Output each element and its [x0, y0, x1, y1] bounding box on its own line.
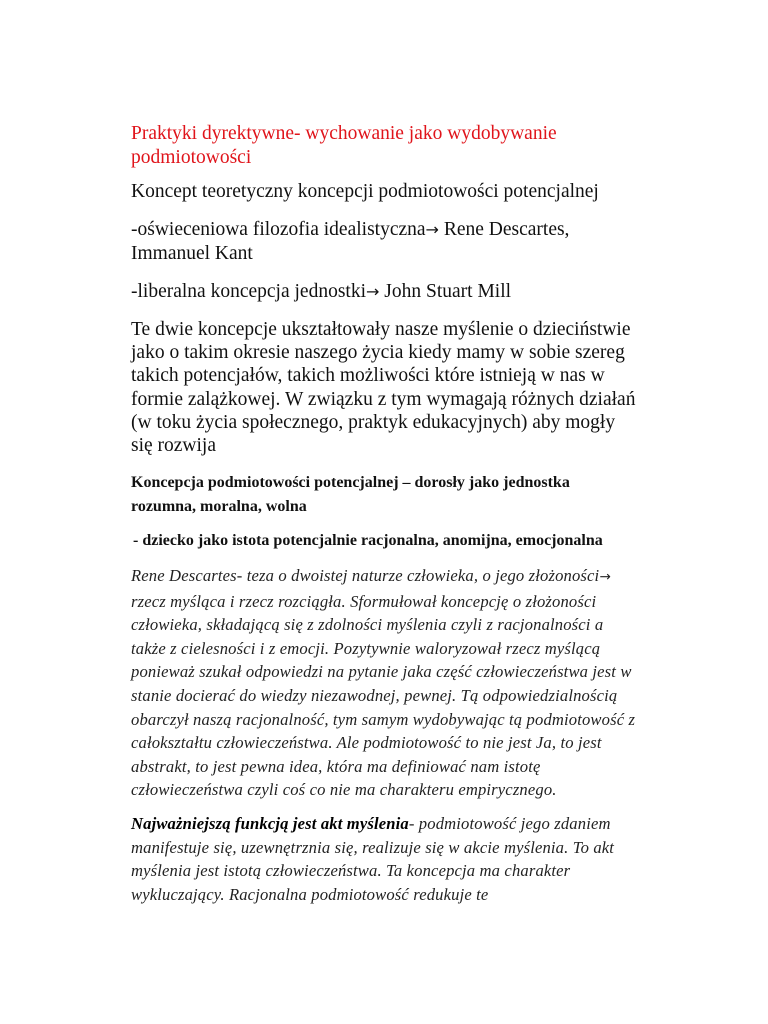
list-item-enlightenment: [131, 218, 651, 266]
list-item-text: -liberalna koncepcja jednostki: [131, 281, 366, 302]
concept-child: - dziecko jako istota potencjalnie racjonalna, anomijna, emocjonalna: [133, 532, 603, 549]
list-item-text: -oświeceniowa filozofia idealistyczna: [131, 219, 426, 240]
concept-heading: Koncept teoretyczny koncepcji podmiotowości potencjalnej: [131, 181, 599, 202]
arrow-right-icon: →: [599, 569, 611, 585]
list-item-liberal: [131, 280, 651, 304]
document-title: Praktyki dyrektywne- wychowanie jako wydobywanie podmiotowości: [131, 123, 557, 168]
concept-adult: Koncepcja podmiotowości potencjalnej – dorosły jako jednostka rozumna, moralna, wolna: [131, 474, 570, 515]
paragraph-thinking: [131, 812, 641, 906]
paragraph-descartes: [131, 564, 641, 802]
paragraph-childhood: Te dwie koncepcje ukształtowały nasze myślenie o dzieciństwie jako o takim okresie naszego życia kiedy mamy w sobie szereg takich potencjałów, takich możliwości które istnieją w nas w formie zalążkowej. W związku z tym wymagają różnych działań (w toku życia społecznego, praktyk edukacyjnych) aby mogły się rozwija: [131, 319, 636, 457]
list-item-names: John Stuart Mill: [379, 281, 512, 302]
descartes-body: rzecz myśląca i rzecz rozciągła. Sformułował koncepcję o złożoności człowieka, składającą się z zdolności myślenia czyli z racjonalności a także z cielesności i z emocji. Pozytywnie waloryzował rzecz myślącą ponieważ szukał odpowiedzi na pytanie jaka część człowieczeństwa jest w stanie docierać do wiedzy niezawodnej, pewnej. Tą odpowiedzialnością obarczył naszą racjonalność, tym samym wydobywając tą podmiotowość z całokształtu człowieczeństwa. Ale podmiotowość to nie jest Ja, to jest abstrakt, to jest pewna idea, która ma definiować nam istotę człowieczeństwa czyli coś co nie ma charakteru empirycznego.: [131, 591, 636, 800]
thinking-lead: Najważniejszą funkcją jest akt myślenia: [131, 814, 409, 833]
thinking-body: - podmiotowość jego zdaniem manifestuje się, uzewnętrznia się, realizuje się w akcie myślenia. To akt myślenia jest istotą człowieczeństwa. Ta koncepcja ma charakter wykluczający. Racjonalna podmiotowość redukuje te: [131, 814, 615, 904]
list-item-names: Rene Descartes, Immanuel Kant: [131, 219, 570, 264]
descartes-intro: Rene Descartes- teza o dwoistej naturze człowieka, o jego złożoności: [131, 566, 600, 585]
arrow-right-icon: →: [425, 220, 439, 239]
arrow-right-icon: →: [366, 282, 380, 301]
